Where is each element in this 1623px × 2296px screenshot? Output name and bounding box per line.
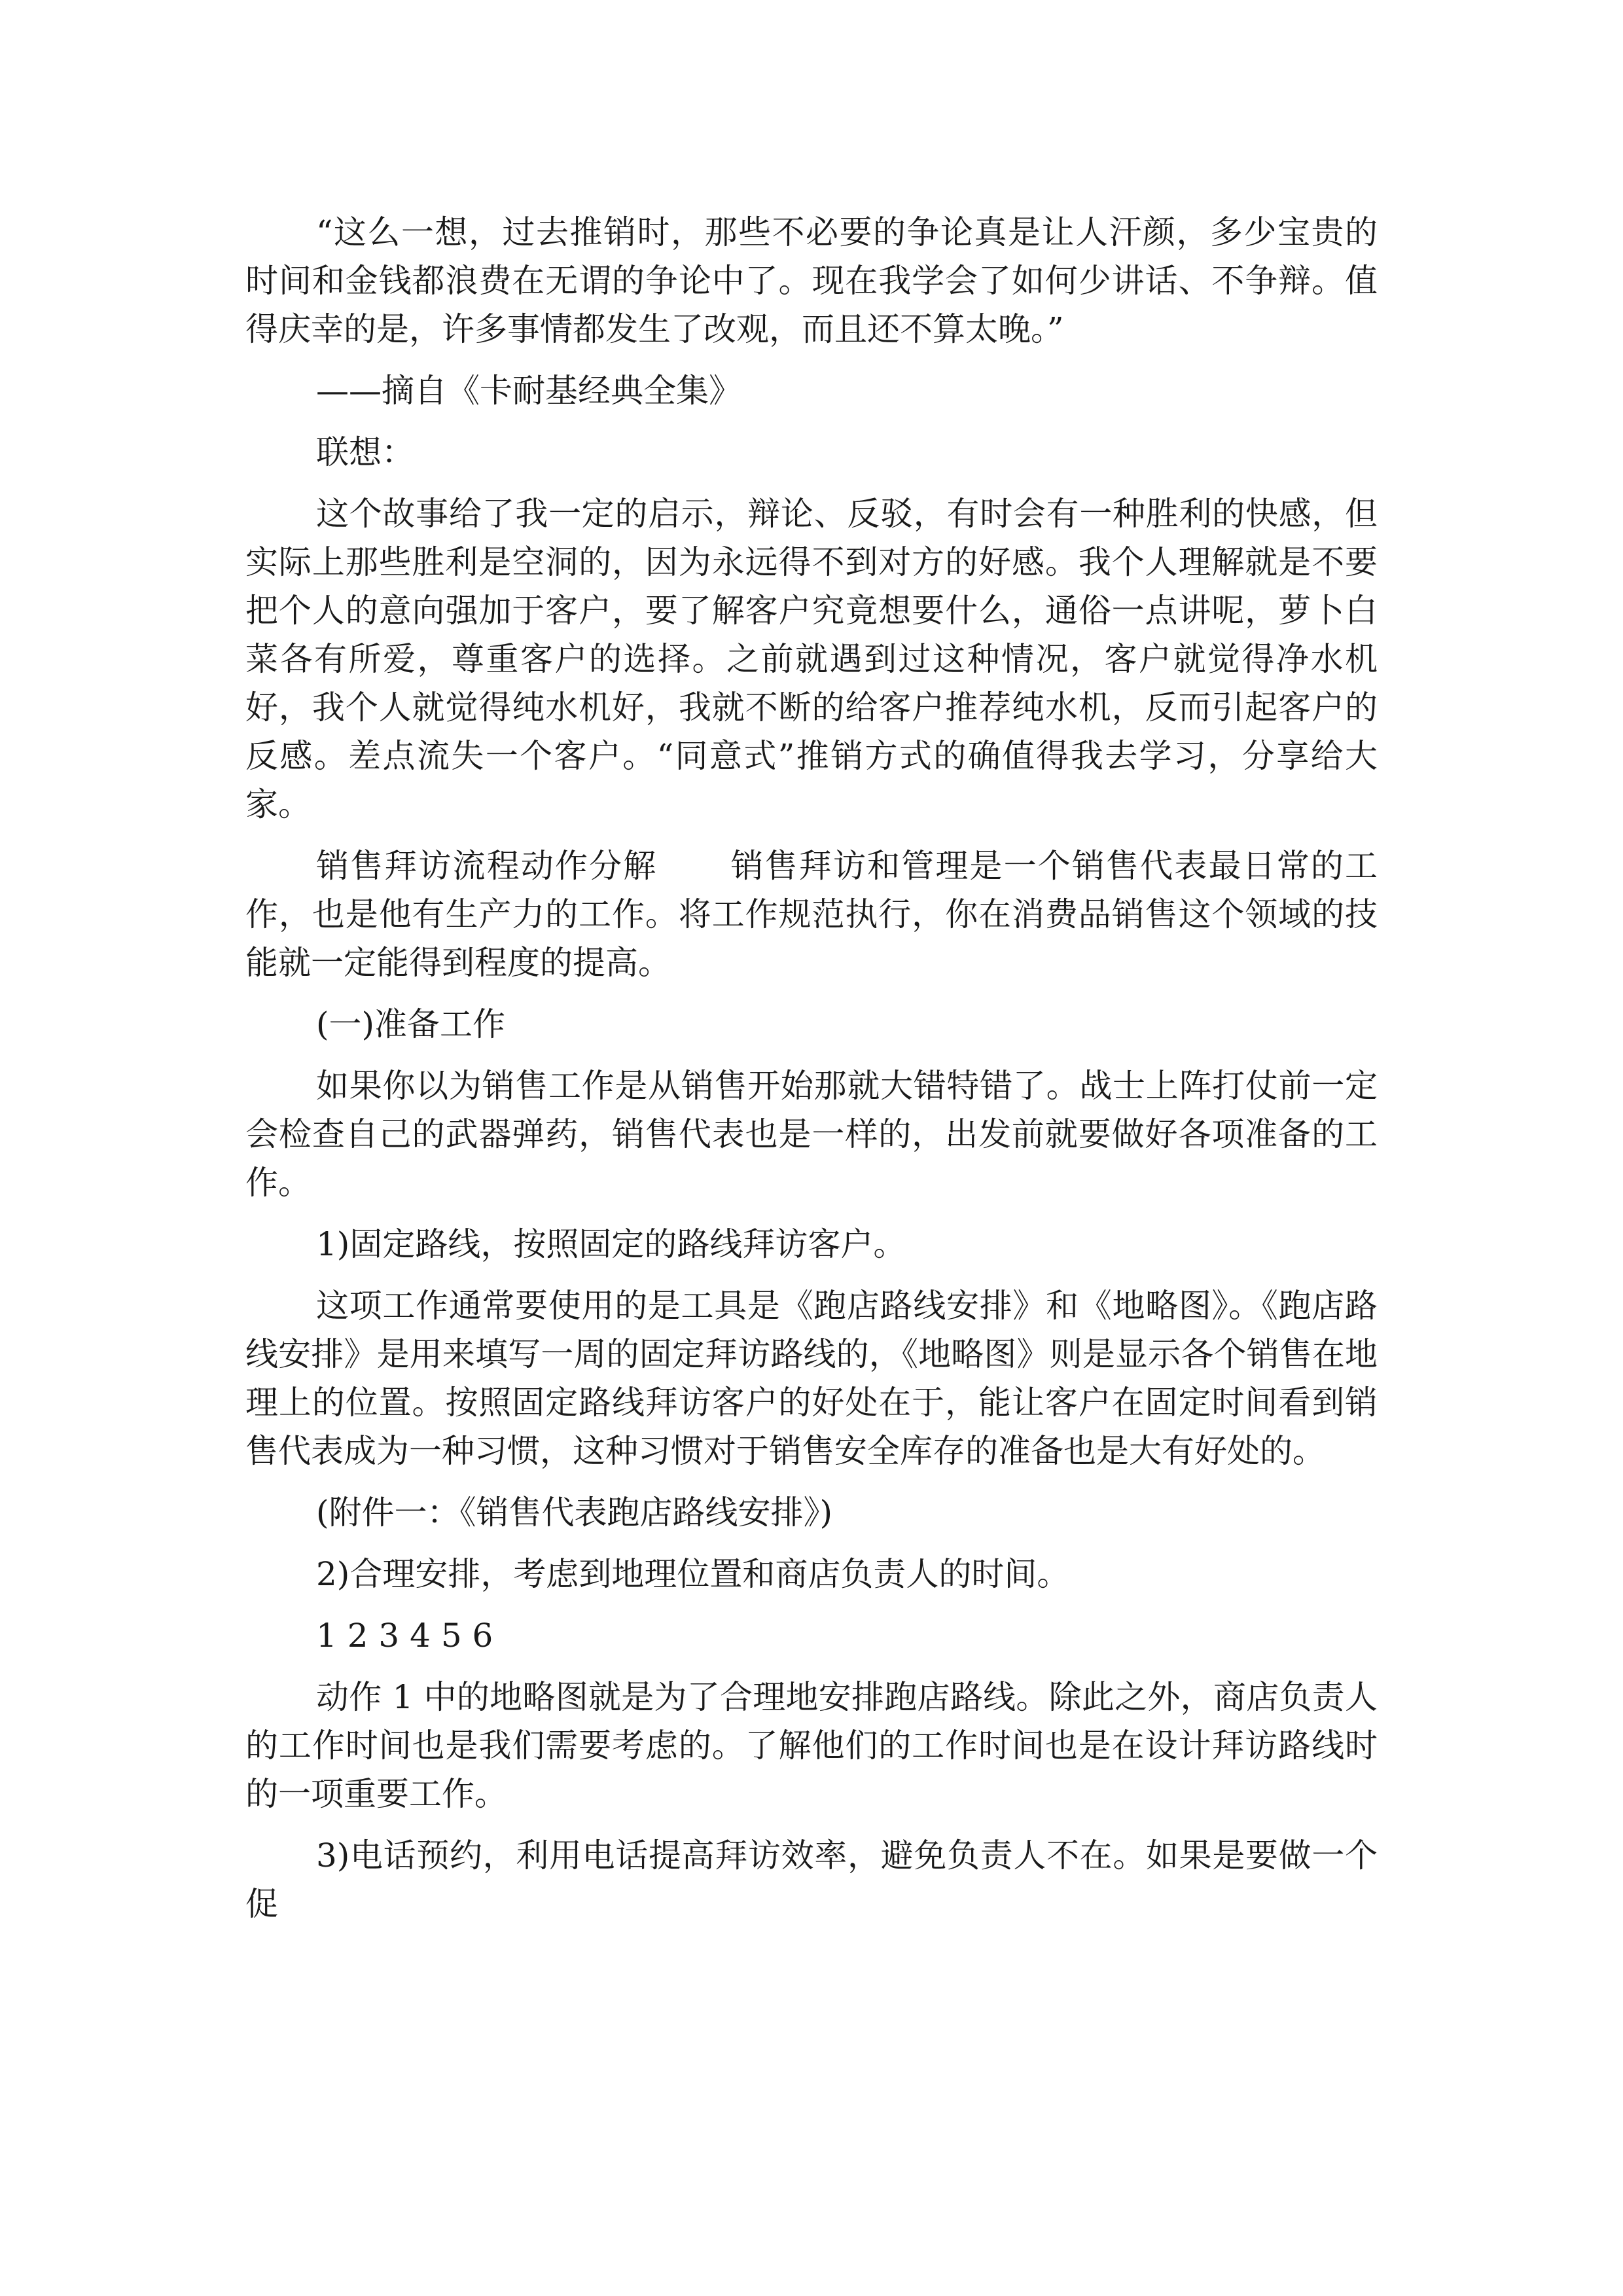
body-paragraph: 这项工作通常要使用的是工具是《跑店路线安排》和《地略图》。《跑店路线安排》是用来填写一周的固定拜访路线的，《地略图》则是显示各个销售在地理上的位置。按照固定路线拜访客户的好处在于，能让客户在固定时间看到销售代表成为一种习惯，这种习惯对于销售安全库存的准备也是大有好处的。 bbox=[245, 1287, 1378, 1470]
step-heading-2: 2)合理安排，考虑到地理位置和商店负责人的时间。 bbox=[316, 1555, 1070, 1593]
section-intro-text: 销售拜访和管理是一个销售代表最日常的工作，也是他有生产力的工作。将工作规范执行，你在消费品销售这个领域的技能就一定能得到程度的提高。 bbox=[245, 847, 1378, 982]
subsection-heading: (一)准备工作 bbox=[316, 1005, 506, 1043]
section-intro-paragraph bbox=[245, 842, 1378, 987]
body-paragraph: 如果你以为销售工作是从销售开始那就大错特错了。战士上阵打仗前一定会检查自己的武器弹药，销售代表也是一样的，出发前就要做好各项准备的工作。 bbox=[245, 1067, 1378, 1202]
step-heading-3: 3)电话预约，利用电话提高拜访效率，避免负责人不在。如果是要做一个促 bbox=[245, 1837, 1378, 1923]
quote-paragraph: “这么一想，过去推销时，那些不必要的争论真是让人汗颜，多少宝贵的时间和金钱都浪费在无谓的争论中了。现在我学会了如何少讲话、不争辩。值得庆幸的是，许多事情都发生了改观，而且还不算太晚。” bbox=[245, 213, 1378, 348]
reflection-heading: 联想： bbox=[316, 433, 414, 471]
number-row: 1 2 3 4 5 6 bbox=[316, 1617, 493, 1655]
quote-source: ——摘自《卡耐基经典全集》 bbox=[316, 372, 741, 410]
body-paragraph: 动作 1 中的地略图就是为了合理地安排跑店路线。除此之外，商店负责人的工作时间也是我们需要考虑的。了解他们的工作时间也是在设计拜访路线时的一项重要工作。 bbox=[245, 1678, 1378, 1813]
step-heading-1: 1)固定路线，按照固定的路线拜访客户。 bbox=[316, 1225, 906, 1263]
section-heading: 销售拜访流程动作分解 bbox=[316, 847, 658, 885]
reflection-paragraph: 这个故事给了我一定的启示，辩论、反驳，有时会有一种胜利的快感，但实际上那些胜利是空洞的，因为永远得不到对方的好感。我个人理解就是不要把个人的意向强加于客户，要了解客户究竟想要什么，通俗一点讲呢，萝卜白菜各有所爱，尊重客户的选择。之前就遇到过这种情况，客户就觉得净水机好，我个人就觉得纯水机好，我就不断的给客户推荐纯水机，反而引起客户的反感。差点流失一个客户。“同意式”推销方式的确值得我去学习，分享给大家。 bbox=[245, 495, 1378, 823]
attachment-note: (附件一：《销售代表跑店路线安排》) bbox=[316, 1494, 833, 1532]
document-body bbox=[245, 208, 1378, 1941]
